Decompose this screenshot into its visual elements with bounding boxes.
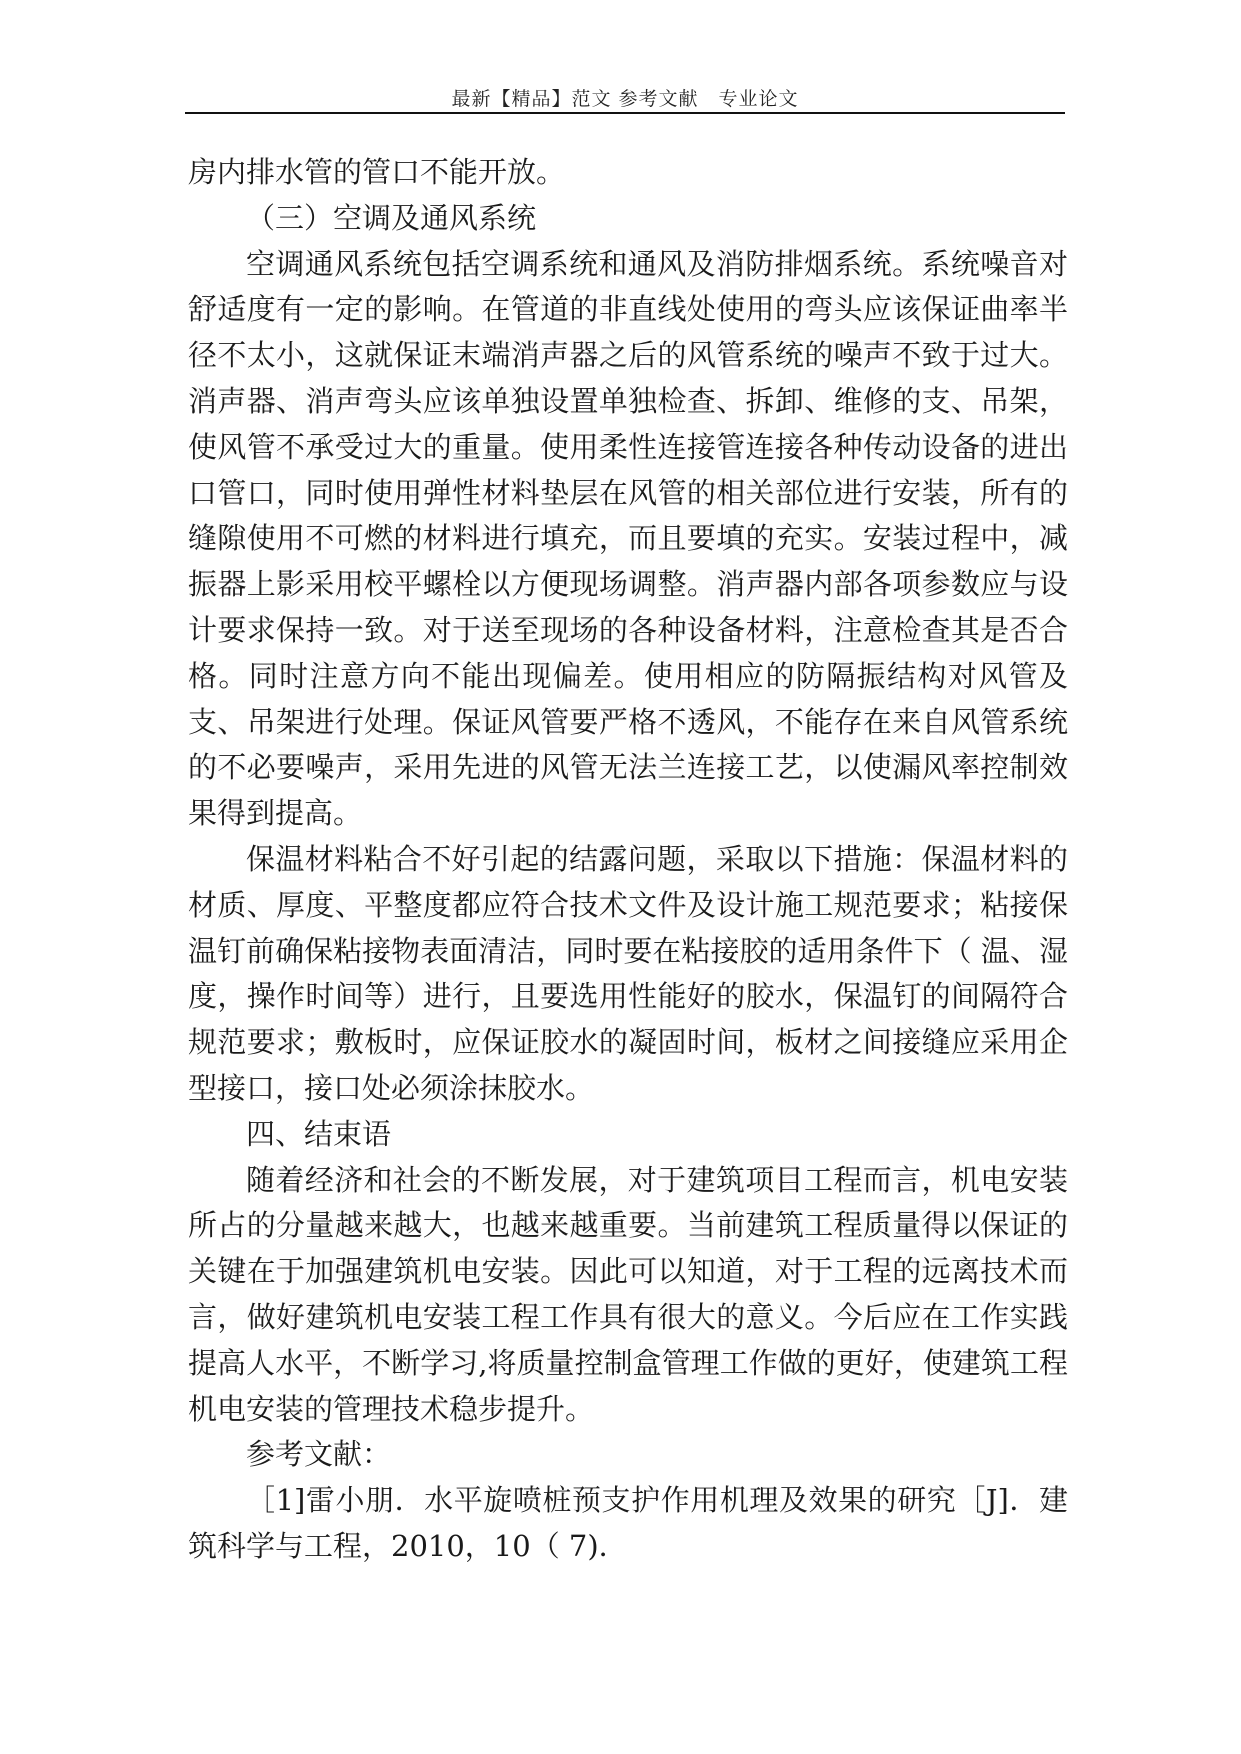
paragraph-hvac-system: 空调通风系统包括空调系统和通风及消防排烟系统。系统噪音对舒适度有一定的影响。在管道的非直线处使用的弯头应该保证曲率半径不太小，这就保证末端消声器之后的风管系统的噪声不致于过大。消声器、消声弯头应该单独设置单独检查、拆卸、维修的支、吊架，使风管不承受过大的重量。使用柔性连接管连接各种传动设备的进出口管口，同时使用弹性材料垫层在风管的相关部位进行安装，所有的缝隙使用不可燃的材料进行填充，而且要填的充实。安装过程中，减振器上影采用校平螺栓以方便现场调整。消声器内部各项参数应与设计要求保持一致。对于送至现场的各种设备材料，注意检查其是否合格。同时注意方向不能出现偏差。使用相应的防隔振结构对风管及支、吊架进行处理。保证风管要严格不透风，不能存在来自风管系统的不必要噪声，采用先进的风管无法兰连接工艺，以使漏风率控制效果得到提高。: [188, 246, 1068, 831]
section-heading-conclusion: 四、结束语: [246, 1116, 392, 1151]
paragraph-continuation: 房内排水管的管口不能开放。: [188, 155, 566, 189]
references-heading: 参考文献：: [246, 1437, 392, 1472]
header-divider: [185, 112, 1065, 114]
paragraph-conclusion: 随着经济和社会的不断发展，对于建筑项目工程而言，机电安装所占的分量越来越大，也越来越重要。当前建筑工程质量得以保证的关键在于加强建筑机电安装。因此可以知道，对于工程的远离技术而言，做好建筑机电安装工程工作具有很大的意义。今后应在工作实践提高人水平，不断学习,将质量控制盒管理工作做的更好，使建筑工程机电安装的管理技术稳步提升。: [188, 1162, 1068, 1426]
reference-item: ［1]雷小朋．水平旋喷桩预支护作用机理及效果的研究［J]．建筑科学与工程，2010，10（ 7)．: [188, 1483, 1068, 1563]
section-heading-hvac: （三）空调及通风系统: [246, 200, 537, 235]
page-header: 最新【精品】范文 参考文献 专业论文: [451, 88, 799, 110]
document-body: [188, 150, 1068, 1570]
paragraph-insulation: 保温材料粘合不好引起的结露问题，采取以下措施：保温材料的材质、厚度、平整度都应符合技术文件及设计施工规范要求；粘接保温钉前确保粘接物表面清洁，同时要在粘接胶的适用条件下（ 温、湿度，操作时间等）进行，且要选用性能好的胶水，保温钉的间隔符合规范要求；敷板时，应保证胶水的凝固时间，板材之间接缝应采用企型接口，接口处必须涂抹胶水。: [188, 841, 1068, 1105]
